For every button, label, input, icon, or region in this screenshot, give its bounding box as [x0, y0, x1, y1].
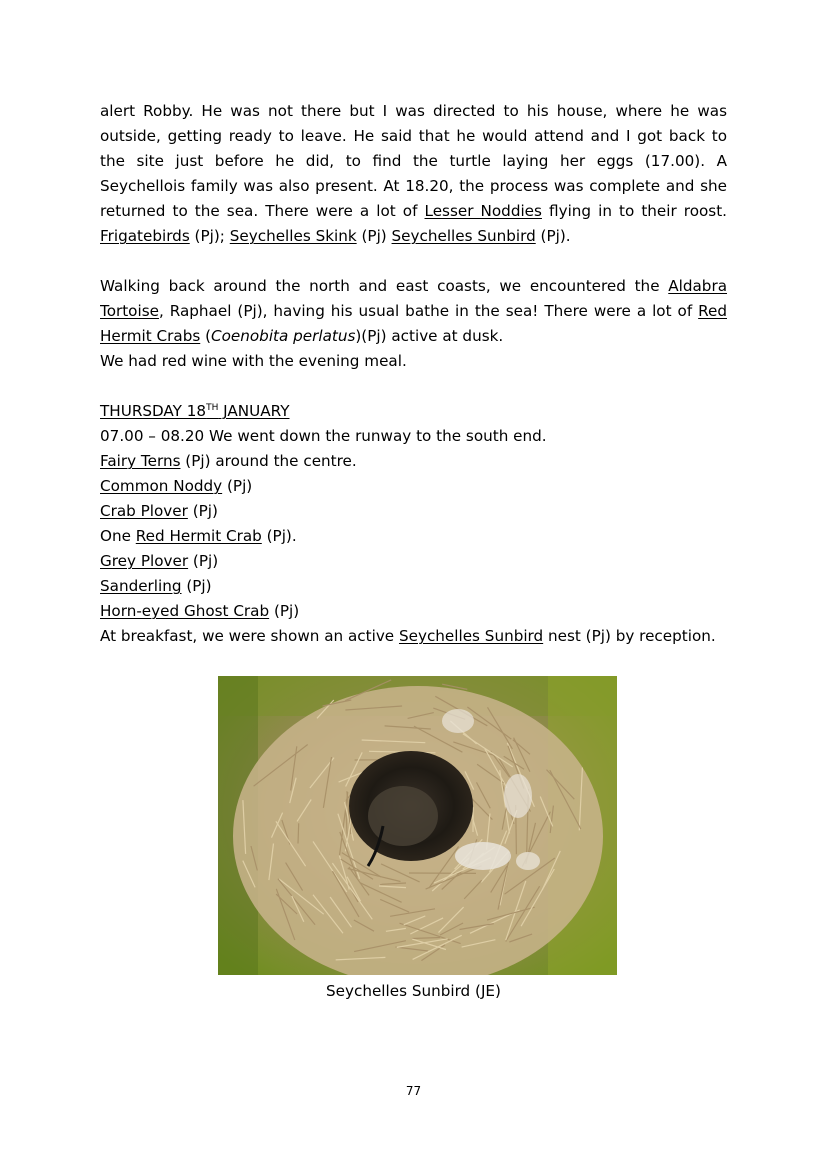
species-red: Red	[698, 302, 727, 320]
species-tortoise: Tortoise	[100, 302, 159, 320]
paragraph-line: alert Robby. He was not there but I was directed to his house, where he was	[100, 102, 727, 120]
straw-strand	[298, 823, 299, 843]
species-seychelles-sunbird: Seychelles Sunbird	[391, 227, 536, 245]
species-frigatebirds: Frigatebirds	[100, 227, 190, 245]
species-seychelles-skink: Seychelles Skink	[229, 227, 357, 245]
paragraph-line: returned to the sea. There were a lot of Lesser Noddies flying in to their roost.	[100, 202, 727, 220]
species-seychelles-sunbird: Seychelles Sunbird	[398, 627, 544, 645]
paragraph-line: Seychellois family was also present. At 18.20, the process was complete and she	[100, 177, 727, 195]
list-item: One Red Hermit Crab (Pj).	[100, 527, 297, 545]
list-item: Fairy Terns (Pj) around the centre.	[100, 452, 357, 470]
sunbird-nest-photo	[218, 676, 617, 975]
paragraph-line: outside, getting ready to leave. He said that he would attend and I got back to	[100, 127, 727, 145]
body-text	[100, 99, 727, 649]
list-item: Horn-eyed Ghost Crab (Pj)	[100, 602, 300, 620]
list-item: Common Noddy (Pj)	[100, 477, 253, 495]
list-item: Sanderling (Pj)	[100, 577, 212, 595]
paragraph-line: Walking back around the north and east coasts, we encountered the Aldabra	[100, 274, 727, 299]
paragraph-line: Tortoise, Raphael (Pj), having his usual bathe in the sea! There were a lot of Red	[100, 302, 727, 320]
paragraph-line: Frigatebirds (Pj); Seychelles Skink (Pj) Seychelles Sunbird (Pj).	[100, 227, 571, 245]
day-heading: THURSDAY 18TH JANUARY	[100, 402, 290, 420]
species-lesser-noddies: Lesser Noddies	[424, 202, 542, 220]
time-line: 07.00 – 08.20 We went down the runway to the south end.	[100, 427, 547, 445]
page-number: 77	[405, 1084, 422, 1098]
photo-caption: Seychelles Sunbird (JE)	[326, 982, 501, 1000]
breakfast-line: At breakfast, we were shown an active Seychelles Sunbird nest (Pj) by reception.	[100, 627, 716, 645]
scientific-name: Coenobita perlatus	[211, 327, 356, 345]
species-hermit-crabs: Hermit Crabs	[100, 327, 201, 345]
list-item: Grey Plover (Pj)	[100, 552, 219, 570]
paragraph-line: the site just before he did, to find the turtle laying her eggs (17.00). A	[100, 152, 727, 170]
list-item: Crab Plover (Pj)	[100, 502, 218, 520]
paragraph-line: We had red wine with the evening meal.	[100, 352, 407, 370]
species-aldabra-giant: Aldabra	[668, 277, 727, 295]
paragraph-line: Hermit Crabs (Coenobita perlatus)(Pj) active at dusk.	[100, 327, 504, 345]
